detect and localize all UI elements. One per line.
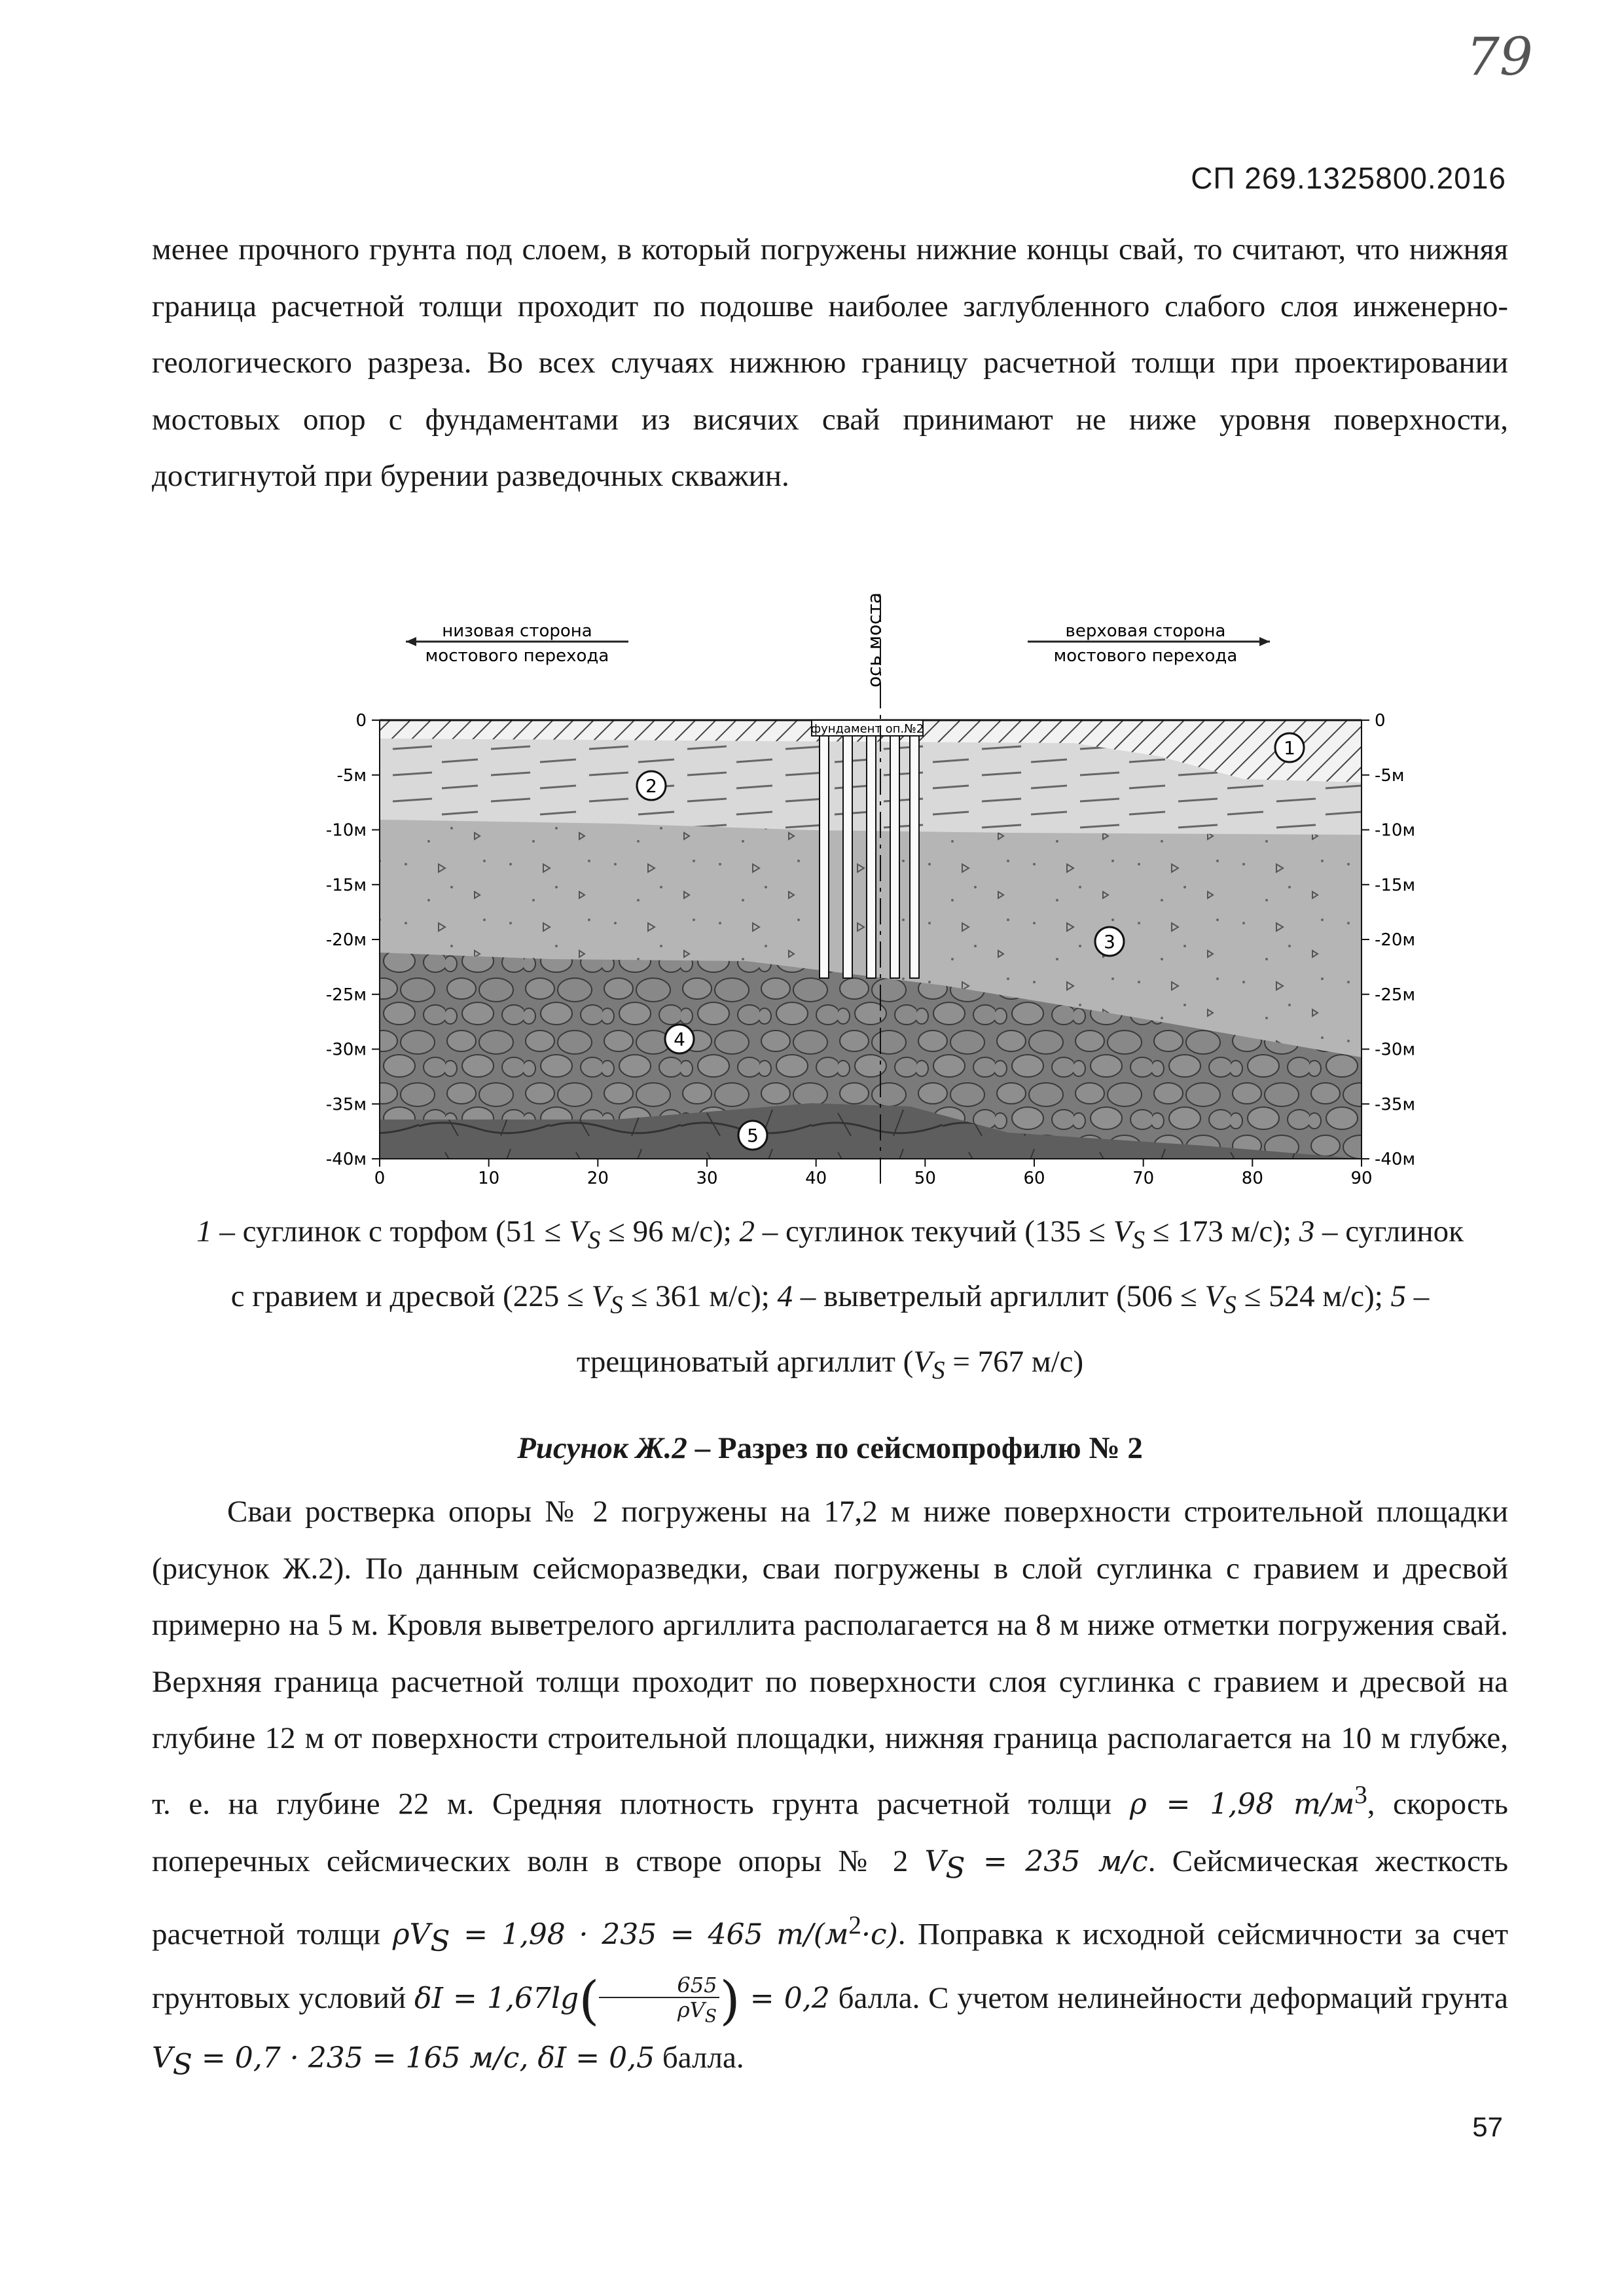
legend-line-3	[152, 1334, 1508, 1398]
right-tick-label: -30м	[1375, 1040, 1416, 1060]
body-sentence-2: , скорость поперечных сейсмических волн в створе опоры № 2	[152, 1787, 1508, 1878]
right-label-line2: мостового перехода	[1053, 646, 1238, 666]
bottom-tick-label: 20	[586, 1169, 609, 1185]
figure-title-text: – Разрез по сейсмопрофилю № 2	[687, 1431, 1143, 1465]
vs-symbol: V	[1113, 1214, 1132, 1248]
right-tick-label: -10м	[1375, 820, 1416, 841]
right-depth-axis	[1362, 711, 1415, 1169]
left-tick-label: -5м	[336, 765, 367, 786]
right-tick-label: 0	[1375, 711, 1386, 731]
document-number: СП 269.1325800.2016	[1191, 161, 1506, 195]
bottom-tick-label: 60	[1023, 1169, 1045, 1185]
right-tick-label: -5м	[1375, 765, 1405, 786]
legend-text-3: – суглинок	[1314, 1214, 1464, 1248]
page-number: 57	[1472, 2111, 1503, 2142]
layer-marker-5: 5	[747, 1125, 759, 1146]
vs-symbol: V	[1204, 1279, 1224, 1314]
nonlinear-vs-formula: V	[152, 2041, 173, 2075]
body-paragraph	[152, 1484, 1508, 2093]
bottom-tick-label: 90	[1350, 1169, 1373, 1185]
legend-num-4: 4	[777, 1279, 793, 1314]
left-label-line2: мостового перехода	[425, 646, 609, 666]
vs-symbol: V	[913, 1344, 933, 1379]
vs-formula-value: = 235 м/с	[965, 1844, 1148, 1878]
body-sentence-3: . Сейсмическая жесткость расчетной толщи	[152, 1844, 1508, 1952]
stiffness-formula-value: = 1,98 · 235 = 465 т/(м	[450, 1918, 849, 1952]
legend-num-3: 3	[1299, 1214, 1315, 1248]
stiffness-formula: ρV	[392, 1918, 431, 1952]
legend-text-5: трещиноватый аргиллит (	[576, 1344, 914, 1379]
left-tick-label: -10м	[325, 820, 367, 841]
correction-formula-value: = 0,2	[740, 1982, 830, 2016]
left-tick-label: -40м	[325, 1150, 367, 1169]
left-tick-label: -35м	[325, 1095, 367, 1115]
bridge-axis-label: ось моста	[863, 592, 885, 687]
body-sentence-6: балла.	[655, 2040, 744, 2075]
fraction-numerator: 655	[599, 1973, 719, 1998]
bottom-tick-label: 30	[696, 1169, 718, 1185]
bottom-tick-label: 80	[1241, 1169, 1263, 1185]
legend-rest-1: ≤ 96 м/с);	[600, 1214, 740, 1248]
right-tick-label: -35м	[1375, 1095, 1416, 1115]
nonlinear-formula-value: = 0,7 · 235 = 165 м/с, δI = 0,5	[192, 2041, 655, 2075]
legend-text-3b: с гравием и дресвой (225 ≤	[230, 1279, 592, 1314]
right-tick-label: -25м	[1375, 985, 1416, 1005]
legend-num-1: 1	[196, 1214, 212, 1248]
bottom-tick-label: 50	[914, 1169, 936, 1185]
left-label-line1: низовая сторона	[442, 621, 592, 641]
vs-subscript: S	[1132, 1226, 1146, 1254]
vs-subscript: S	[610, 1290, 623, 1319]
left-tick-label: -15м	[325, 875, 367, 896]
left-tick-label: -30м	[325, 1040, 367, 1060]
left-tick-label: -25м	[325, 985, 367, 1005]
legend-num-2: 2	[739, 1214, 755, 1248]
layer-marker-2: 2	[645, 775, 657, 797]
correction-formula: δI = 1,67lg	[414, 1982, 579, 2016]
body-text: Сваи ростверка опоры № 2 погружены на 17,2 м ниже поверхности строительной площадки (рисунок Ж.2). По данным сейсморазведки, сваи погружены в слой суглинка с гравием и дресвой примерно на 5 м. Кровля выветрелого аргиллита располагается на 8 м ниже отметки погружения свай. Верхняя граница расчетной толщи проходит по поверхности слоя суглинка с гравием и дресвой на глубине 12 м от поверхности строительной площадки, нижняя граница располагается на 10 м глубже, т. е. на глубине 22 м. Средняя плотность грунта расчетной толщи ρ = 1,98 $т/м^3$, скорость поперечных сейсмических волн в створе опоры № 2 $V_S = 235$ м/с. Сейсмическая жесткость расчетной толщи $\rho V_S = 1,98 \cdot 235 = 465$ $т/(м^2\cdot с)$. Поправка к исходной сейсмичности за счет грунтовых условий δI = 1,67lg( $\frac{655}{\rho V_S}$ ) = 0,2 балла. С учетом нелинейности деформаций грунта $V_S = 0,7 \cdot 235 = 165$ м/с, δI = 0,5 балла.	[152, 1495, 1509, 2081]
layer-marker-4: 4	[674, 1029, 685, 1050]
stiffness-formula-end: ·с)	[861, 1918, 898, 1952]
body-sentence-4: . Поправка к исходной сейсмичности за счет грунтовых условий	[152, 1917, 1508, 2016]
right-tick-label: -40м	[1375, 1150, 1416, 1169]
bottom-distance-axis	[374, 1159, 1373, 1185]
vs-symbol: V	[591, 1279, 611, 1314]
bottom-tick-label: 0	[374, 1169, 386, 1185]
vs-subscript: S	[1223, 1290, 1236, 1319]
body-sentence-5: балла. С учетом нелинейности деформаций грунта	[829, 1981, 1509, 2016]
figure-title-number: Рисунок Ж.2	[517, 1431, 687, 1465]
legend-line-1	[152, 1203, 1508, 1268]
legend-text-4: – выветрелый аргиллит (506 ≤	[793, 1279, 1205, 1314]
right-tick-label: -15м	[1375, 875, 1416, 896]
figure-title	[152, 1430, 1508, 1466]
legend-text-1: – суглинок с торфом (51 ≤	[211, 1214, 569, 1248]
left-depth-axis	[326, 711, 380, 1169]
vs-subscript: S	[587, 1226, 601, 1254]
intro-paragraph	[152, 221, 1508, 505]
layer-marker-3: 3	[1104, 931, 1115, 953]
left-side-label	[406, 621, 628, 666]
right-tick-label: -20м	[1375, 930, 1416, 950]
bottom-tick-label: 10	[478, 1169, 500, 1185]
vs-subscript: S	[932, 1356, 945, 1385]
legend-rest-3: ≤ 361 м/с);	[623, 1279, 778, 1314]
intro-text: менее прочного грунта под слоем, в который погружены нижние концы свай, то считают, что нижняя граница расчетной толщи проходит по подошве наиболее заглубленного слабого слоя инженерно-геологического разреза. Во всех случаях нижнюю границу расчетной толщи при проектировании мостовых опор с фундаментами из висячих свай принимают не ниже уровня поверхности, достигнутой при бурении разведочных скважин.	[152, 232, 1508, 493]
legend-rest-5: = 767 м/с)	[945, 1344, 1084, 1379]
correction-fraction: $\frac{655}{\rho V_S}$	[599, 1973, 719, 2028]
left-tick-label: 0	[355, 711, 367, 731]
legend-dash-5: –	[1406, 1279, 1430, 1314]
handwritten-page-mark: 79	[1466, 26, 1533, 87]
bottom-tick-label: 70	[1132, 1169, 1155, 1185]
legend-num-5: 5	[1390, 1279, 1407, 1314]
right-label-line1: верховая сторона	[1065, 621, 1226, 641]
body-sentence-1: Сваи ростверка опоры № 2 погружены на 17,2 м ниже поверхности строительной площадки (рисунок Ж.2). По данным сейсморазведки, сваи погружены в слой суглинка с гравием и дресвой примерно на 5 м. Кровля выветрелого аргиллита располагается на 8 м ниже отметки погружения свай. Верхняя граница расчетной толщи проходит по поверхности слоя суглинка с гравием и дресвой на глубине 12 м от поверхности строительной площадки, нижняя граница располагается на 10 м глубже, т. е. на глубине 22 м. Средняя плотность грунта расчетной толщи	[152, 1495, 1508, 1821]
legend-text-2: – суглинок текучий (135 ≤	[755, 1214, 1113, 1248]
cross-section-figure	[288, 556, 1453, 1185]
legend-rest-4: ≤ 524 м/с);	[1236, 1279, 1391, 1314]
left-tick-label: -20м	[325, 930, 367, 950]
right-side-label	[1028, 621, 1270, 666]
vs-symbol: V	[569, 1214, 588, 1248]
legend-rest-2: ≤ 173 м/с);	[1145, 1214, 1299, 1248]
vs-formula: V	[924, 1844, 946, 1878]
foundation-label: фундамент оп.№2	[810, 722, 924, 736]
figure-legend	[152, 1203, 1508, 1398]
legend-line-2	[152, 1268, 1508, 1333]
layer-marker-1: 1	[1284, 737, 1295, 759]
fraction-denominator: ρV	[677, 1997, 705, 2023]
density-formula: ρ = 1,98 т/м	[1129, 1787, 1355, 1821]
bottom-tick-label: 40	[805, 1169, 827, 1185]
